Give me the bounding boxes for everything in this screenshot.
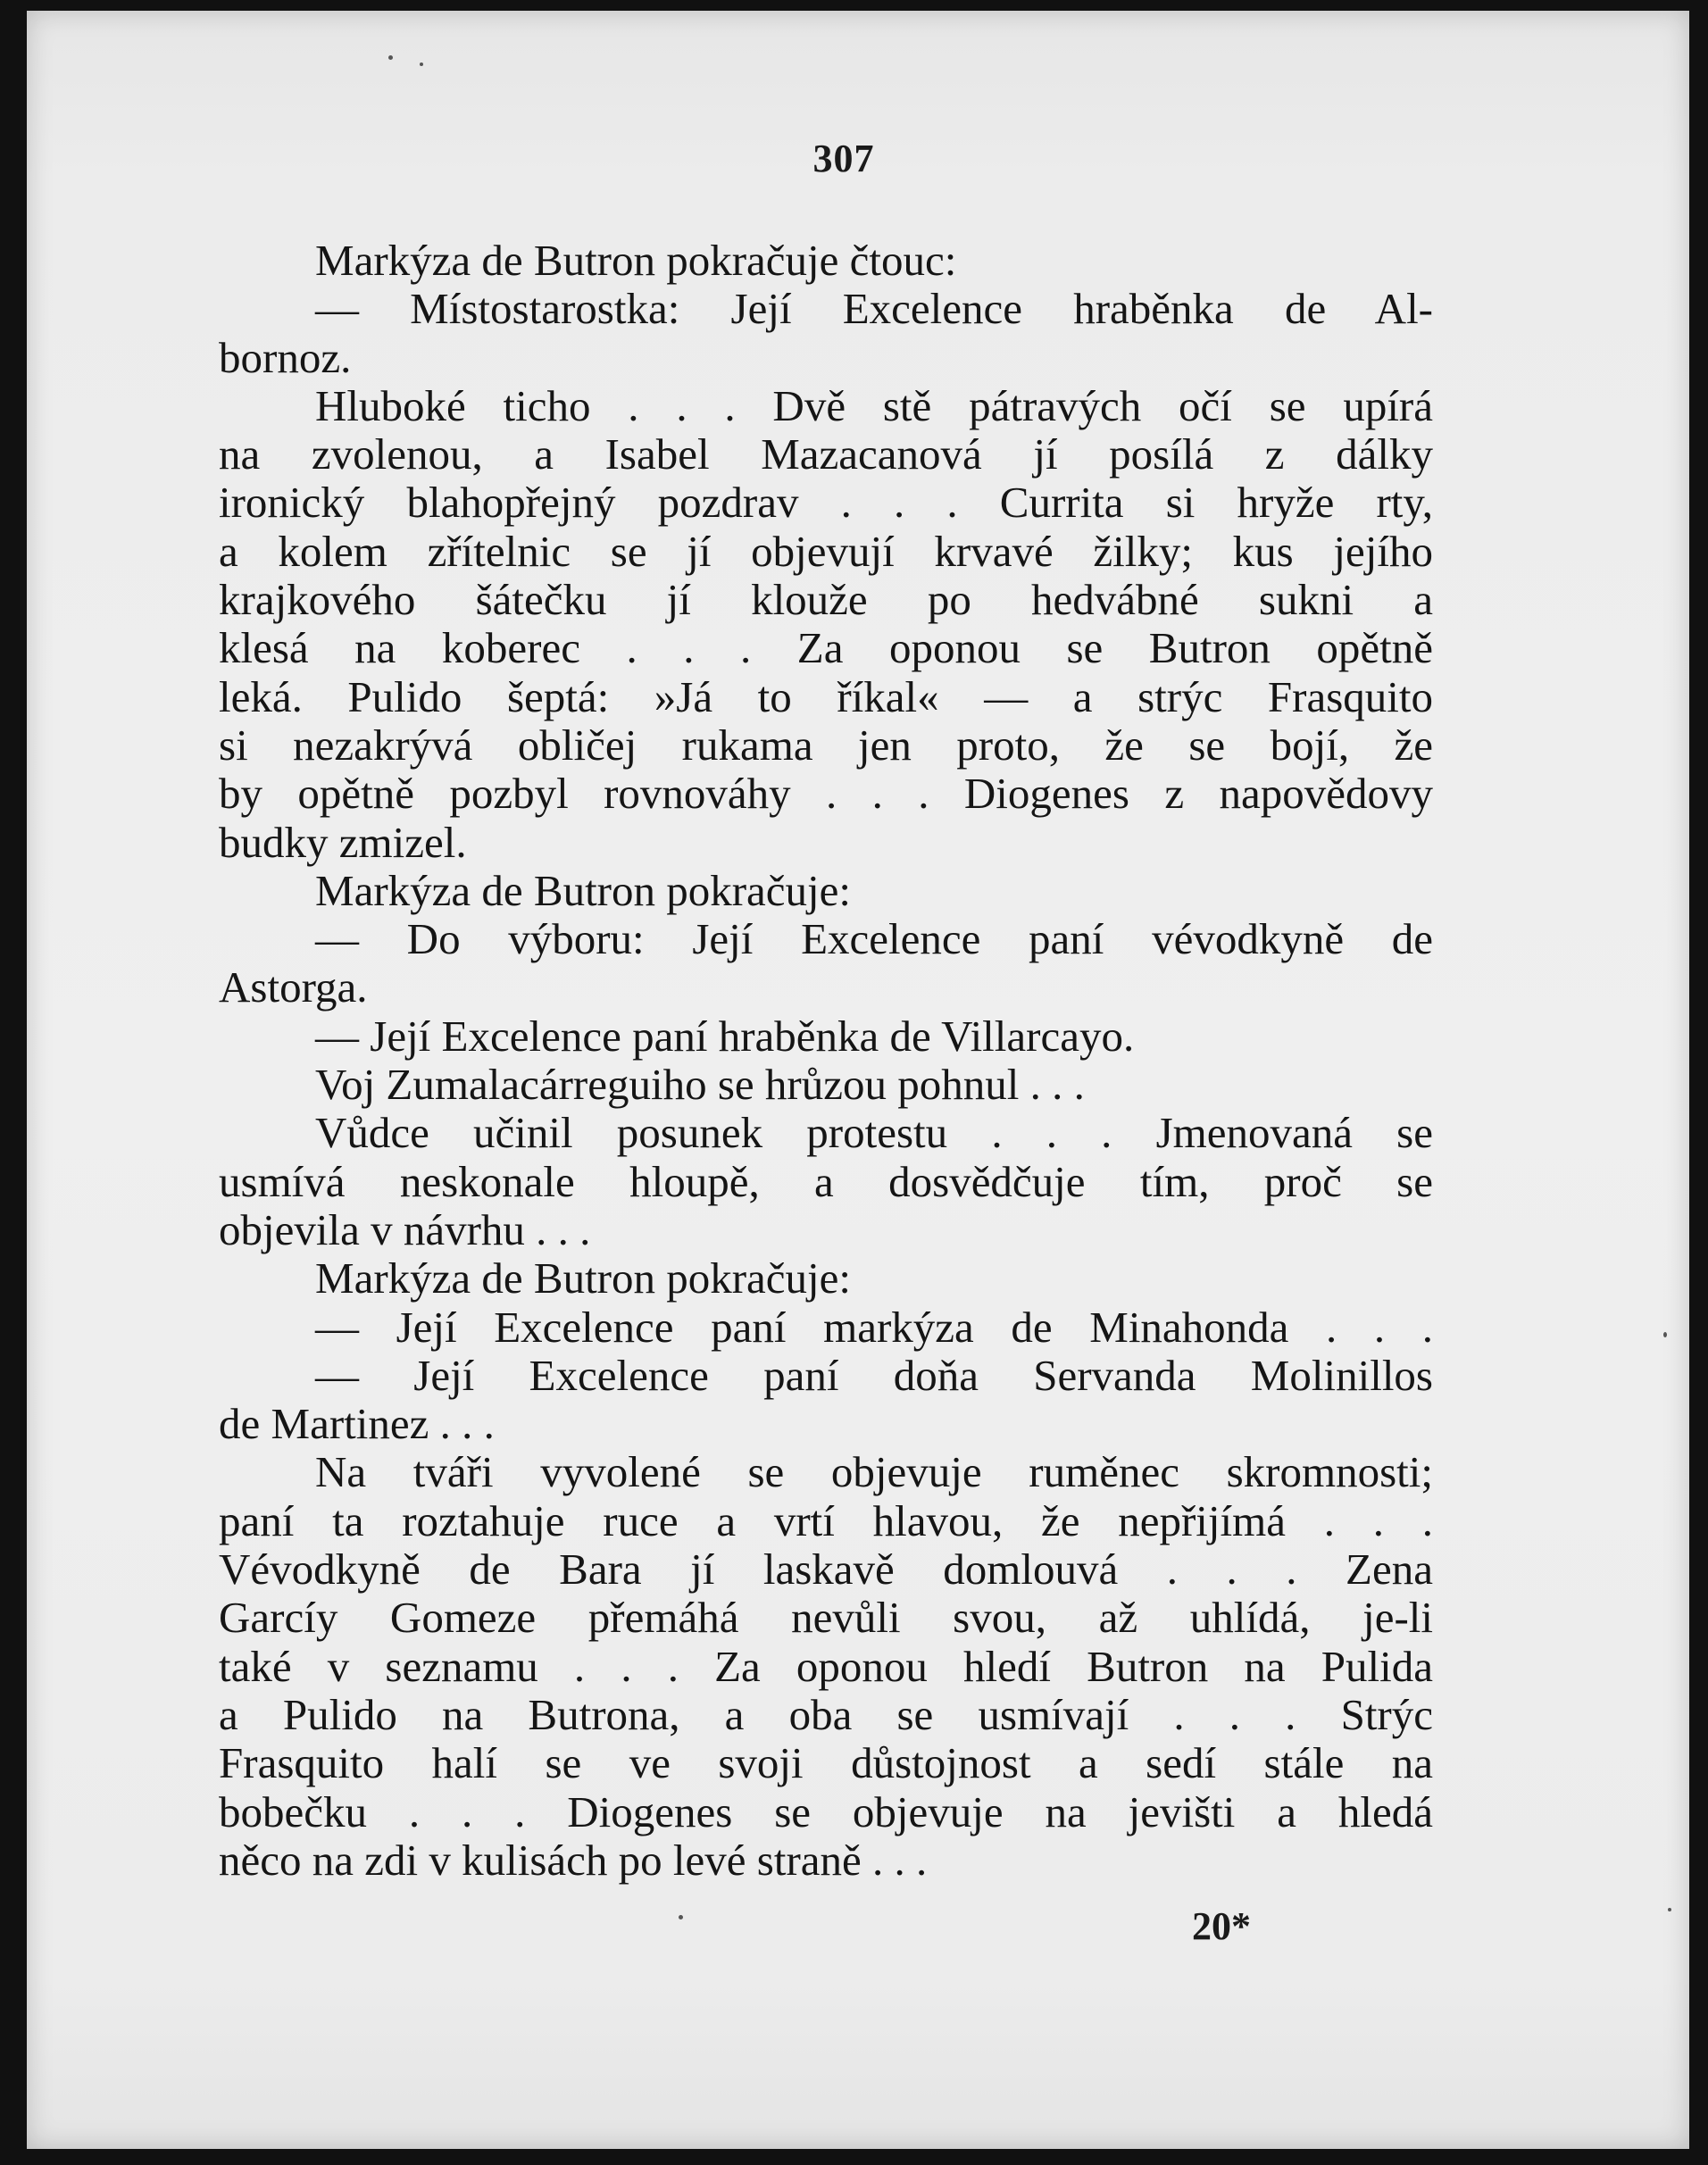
book-page (27, 11, 1689, 2149)
page-number: 307 (812, 137, 875, 180)
text-line: klesá na koberec . . . Za oponou se Butron opětně (219, 623, 1433, 673)
text-line: si nezakrývá obličej rukama jen proto, že se bojí, že (219, 720, 1433, 770)
text-line: také v seznamu . . . Za oponou hledí Butron na Pulida (219, 1641, 1433, 1691)
text-line: Astorga. (219, 962, 368, 1012)
text-line: budky zmizel. (219, 817, 467, 867)
text-line: krajkového šátečku jí klouže po hedvábné sukni a (219, 575, 1433, 625)
text-line: Markýza de Butron pokračuje: (315, 865, 852, 915)
text-line: — Její Excelence paní hraběnka de Villarcayo. (315, 1011, 1135, 1061)
text-line: Hluboké ticho . . . Dvě stě pátravých očí se upírá (315, 380, 1433, 430)
text-line: Markýza de Butron pokračuje: (315, 1253, 852, 1303)
text-line: bobečku . . . Diogenes se objevuje na jevišti a hledá (219, 1786, 1433, 1836)
text-line: Garcíy Gomeze přemáhá nevůli svou, až uhlídá, je-li (219, 1593, 1433, 1643)
text-line: Vůdce učinil posunek protestu . . . Jmenovaná se (315, 1108, 1433, 1158)
text-line: Frasquito halí se ve svoji důstojnost a sedí stále na (219, 1738, 1433, 1788)
printer-signature: 20* (1192, 1904, 1251, 1948)
text-line: by opětně pozbyl rovnováhy . . . Diogenes z napovědovy (219, 769, 1433, 819)
text-line: a Pulido na Butrona, a oba se usmívají . . . Strýc (219, 1689, 1433, 1739)
text-line: — Do výboru: Její Excelence paní vévodkyně de (315, 914, 1433, 964)
text-line: paní ta roztahuje ruce a vrtí hlavou, že nepřijímá . . . (219, 1495, 1433, 1545)
paper-speck (1668, 1908, 1671, 1911)
text-line: něco na zdi v kulisách po levé straně . . . (219, 1835, 928, 1885)
paper-speck (679, 1915, 683, 1919)
text-line: de Martinez . . . (219, 1399, 495, 1449)
text-line: na zvolenou, a Isabel Mazacanová jí posílá z dálky (219, 429, 1433, 479)
text-line: Na tváři vyvolené se objevuje ruměnec skromnosti; (315, 1447, 1433, 1497)
paper-speck (388, 55, 393, 60)
text-line: ironický blahopřejný pozdrav . . . Currita si hryže rty, (219, 478, 1433, 528)
text-line: Vévodkyně de Bara jí laskavě domlouvá . . . Zena (219, 1545, 1433, 1595)
paper-speck (1663, 1332, 1667, 1337)
paper-speck (420, 62, 423, 66)
body-text (219, 237, 1433, 1885)
text-line: Voj Zumalacárreguiho se hrůzou pohnul . . . (315, 1060, 1085, 1110)
text-line: Markýza de Butron pokračuje čtouc: (315, 236, 957, 285)
text-line: objevila v návrhu . . . (219, 1204, 591, 1254)
text-line: usmívá neskonale hloupě, a dosvědčuje tím, proč se (219, 1156, 1433, 1206)
text-line: a kolem zřítelnic se jí objevují krvavé žilky; kus jejího (219, 526, 1433, 576)
text-line: bornoz. (219, 332, 352, 382)
text-line: leká. Pulido šeptá: »Já to říkal« — a strýc Frasquito (219, 671, 1433, 721)
text-line: — Její Excelence paní markýza de Minahonda . . . (315, 1302, 1433, 1352)
text-line: — Její Excelence paní doňa Servanda Molinillos (315, 1350, 1433, 1400)
text-line: — Místostarostka: Její Excelence hraběnka de Al- (315, 284, 1433, 334)
